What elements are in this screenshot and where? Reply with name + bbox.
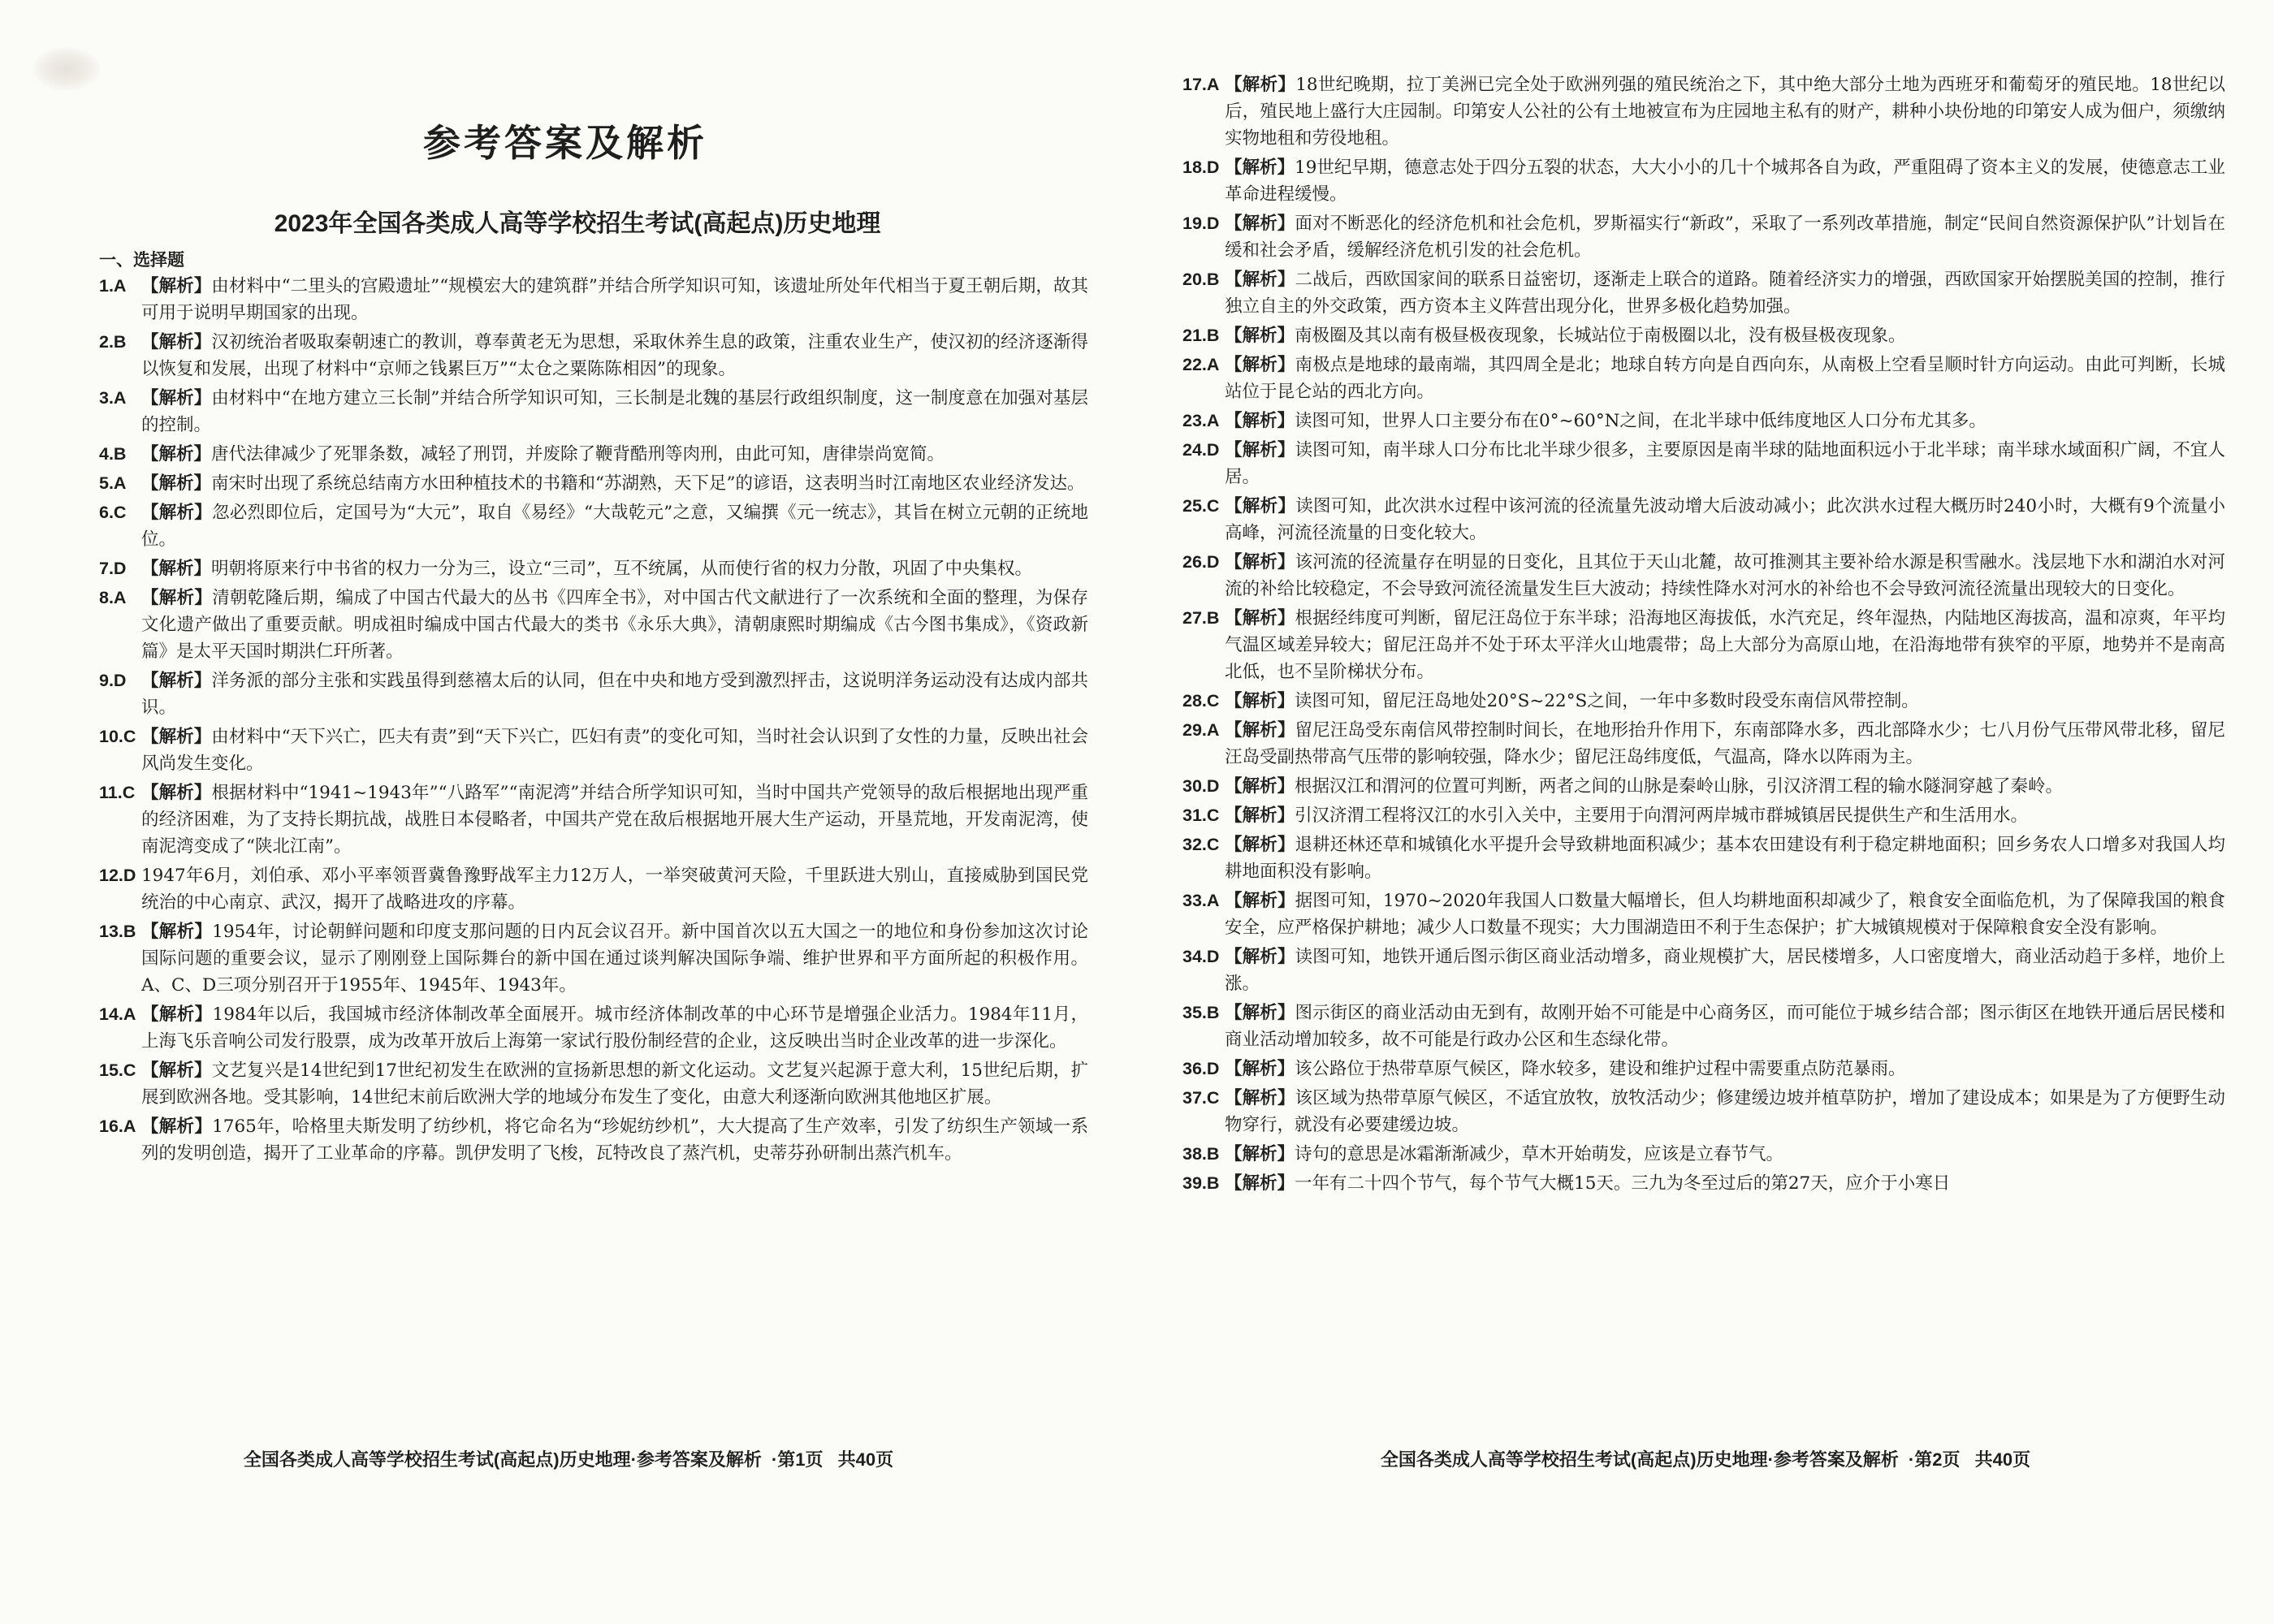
analysis-tag: 【解析】 — [1225, 1003, 1295, 1022]
answer-item — [99, 1001, 1088, 1055]
answer-explanation — [141, 862, 1088, 916]
answer-number: 19.D — [1182, 214, 1220, 233]
answer-number: 29.A — [1182, 720, 1220, 740]
analysis-tag: 【解析】 — [1225, 806, 1295, 825]
answer-item — [99, 555, 1088, 582]
analysis-tag: 【解析】 — [141, 588, 213, 607]
explanation-text: 南极圈及其以南有极昼极夜现象，长城站位于南极圈以北，没有极昼极夜现象。 — [1295, 326, 1906, 346]
answer-item — [1182, 352, 2225, 405]
analysis-tag: 【解析】 — [1225, 720, 1295, 740]
answer-explanation — [1225, 437, 2225, 490]
main-title: 参考答案及解析 — [423, 121, 707, 165]
answer-explanation — [1225, 888, 2225, 941]
answer-item — [99, 667, 1088, 721]
analysis-tag: 【解析】 — [141, 783, 212, 802]
analysis-tag: 【解析】 — [141, 922, 213, 941]
analysis-tag: 【解析】 — [1225, 776, 1295, 796]
answer-number: 26.D — [1182, 552, 1220, 572]
answer-explanation — [1225, 1085, 2225, 1138]
analysis-tag: 【解析】 — [141, 473, 212, 493]
answer-item — [1182, 802, 2225, 829]
answer-number: 22.A — [1182, 355, 1220, 374]
answer-item — [1182, 831, 2225, 885]
answer-item — [1182, 773, 2225, 800]
answer-number: 8.A — [99, 588, 127, 607]
answer-item — [99, 918, 1088, 999]
answer-number: 2.B — [99, 332, 127, 352]
answer-number: 7.D — [99, 559, 127, 578]
answer-explanation — [141, 1001, 1088, 1055]
answer-explanation — [141, 385, 1088, 438]
answer-item — [1182, 493, 2225, 546]
explanation-text: 由材料中“二里头的宫殿遗址”“规模宏大的建筑群”并结合所学知识可知，该遗址所处年代相当于夏王朝后期，故其可用于说明早期国家的出现。 — [141, 276, 1088, 323]
analysis-tag: 【解析】 — [1225, 270, 1295, 289]
explanation-text: 由材料中“天下兴亡，匹夫有责”到“天下兴亡，匹妇有责”的变化可知，当时社会认识到了女性的力量，反映出社会风尚发生变化。 — [141, 727, 1088, 774]
analysis-tag: 【解析】 — [1225, 214, 1295, 233]
answer-item — [1182, 1000, 2225, 1053]
analysis-tag: 【解析】 — [1225, 496, 1296, 516]
analysis-tag: 【解析】 — [1225, 835, 1295, 854]
answer-item — [1182, 408, 2225, 434]
answer-explanation — [1225, 352, 2225, 405]
answer-explanation — [1225, 322, 2225, 349]
answer-explanation — [141, 499, 1088, 553]
answer-number: 13.B — [99, 922, 136, 941]
analysis-tag: 【解析】 — [141, 276, 212, 296]
answer-number: 25.C — [1182, 496, 1220, 516]
analysis-tag: 【解析】 — [141, 332, 212, 352]
answer-item — [1182, 1141, 2225, 1168]
answer-item — [1182, 688, 2225, 715]
explanation-text: 读图可知，地铁开通后图示街区商业活动增多，商业规模扩大，居民楼增多，人口密度增大，商业活动趋于多样，地价上涨。 — [1225, 947, 2225, 994]
answer-explanation — [1225, 1056, 2225, 1082]
explanation-text: 1954年，讨论朝鲜问题和印度支那问题的日内瓦会议召开。新中国首次以五大国之一的地位和身份参加这次讨论国际问题的重要会议，显示了刚刚登上国际舞台的新中国在通过谈判解决国际争端、维护世界和平方面所起的积极作用。A、C、D三项分别召开于1955年、1945年、1943年。 — [141, 922, 1088, 996]
answer-item — [99, 329, 1088, 382]
analysis-tag: 【解析】 — [1225, 75, 1296, 94]
answer-number: 28.C — [1182, 691, 1220, 710]
answer-number: 21.B — [1182, 326, 1220, 345]
answer-explanation — [141, 273, 1088, 326]
answer-explanation — [141, 1113, 1088, 1167]
analysis-tag: 【解析】 — [141, 1004, 213, 1024]
analysis-tag: 【解析】 — [1225, 1173, 1295, 1193]
explanation-text: 1984年以后，我国城市经济体制改革全面展开。城市经济体制改革的中心环节是增强企业活力。1984年11月，上海飞乐音响公司发行股票，成为改革开放后上海第一家试行股份制经营的企业，这反映出当时企业改革的进一步深化。 — [141, 1004, 1088, 1052]
explanation-text: 1765年，哈格里夫斯发明了纺纱机，将它命名为“珍妮纺纱机”，大大提高了生产效率，引发了纺织生产领域一系列的发明创造，揭开了工业革命的序幕。凯伊发明了飞梭，瓦特改良了蒸汽机，史蒂芬孙研制出蒸汽机车。 — [141, 1116, 1088, 1164]
answer-number: 4.B — [99, 444, 127, 464]
answer-number: 1.A — [99, 276, 127, 296]
footer-page-number: ·第1页 — [771, 1449, 824, 1470]
answer-item — [1182, 1085, 2225, 1138]
answer-explanation — [1225, 266, 2225, 320]
analysis-tag: 【解析】 — [141, 444, 212, 464]
answer-explanation — [1225, 773, 2225, 800]
answer-explanation — [141, 1057, 1088, 1111]
footer-total-pages: 共40页 — [837, 1449, 894, 1470]
explanation-text: 退耕还林还草和城镇化水平提升会导致耕地面积减少；基本农田建设有利于稳定耕地面积；回乡务农人口增多对我国人均耕地面积没有影响。 — [1225, 835, 2225, 882]
answer-number: 12.D — [99, 866, 136, 885]
explanation-text: 读图可知，世界人口主要分布在0°~60°N之间，在北半球中低纬度地区人口分布尤其多。 — [1295, 411, 1987, 431]
answer-item — [1182, 605, 2225, 685]
answer-list-right — [1182, 71, 2225, 1197]
answer-explanation — [1225, 71, 2225, 152]
right-page — [1137, 0, 2274, 1624]
explanation-text: 1947年6月，刘伯承、邓小平率领晋冀鲁豫野战军主力12万人，一举突破黄河天险，千里跃进大别山，直接威胁到国民党统治的中心南京、武汉，揭开了战略进攻的序幕。 — [141, 866, 1088, 913]
explanation-text: 二战后，西欧国家间的联系日益密切，逐渐走上联合的道路。随着经济实力的增强，西欧国家开始摆脱美国的控制，推行独立自主的外交政策，西方资本主义阵营出现分化，世界多极化趋势加强。 — [1225, 270, 2225, 317]
analysis-tag: 【解析】 — [141, 1116, 213, 1136]
answer-item — [1182, 210, 2225, 264]
footer-total-pages: 共40页 — [1974, 1449, 2031, 1470]
answer-explanation — [141, 780, 1088, 860]
answer-item — [1182, 888, 2225, 941]
explanation-text: 该河流的径流量存在明显的日变化，且其位于天山北麓，故可推测其主要补给水源是积雪融水。浅层地下水和湖泊水对河流的补给比较稳定，不会导致河流径流量发生巨大波动；持续性降水对河水的补给也不会导致河流径流量出现较大的日变化。 — [1225, 552, 2225, 599]
answer-item — [1182, 437, 2225, 490]
explanation-text: 南极点是地球的最南端，其四周全是北；地球自转方向是自西向东，从南极上空看呈顺时针方向运动。由此可判断，长城站位于昆仑站的西北方向。 — [1225, 355, 2225, 402]
answer-item — [99, 273, 1088, 326]
analysis-tag: 【解析】 — [1225, 1088, 1295, 1108]
explanation-text: 唐代法律减少了死罪条数，减轻了刑罚，并废除了鞭背酷刑等肉刑，由此可知，唐律崇尚宽简。 — [211, 444, 945, 464]
answer-item — [99, 780, 1088, 860]
answer-explanation — [141, 723, 1088, 777]
explanation-text: 读图可知，此次洪水过程中该河流的径流量先波动增大后波动减小；此次洪水过程大概历时240小时，大概有9个流量小高峰，河流径流量的日变化较大。 — [1225, 496, 2225, 543]
analysis-tag: 【解析】 — [1225, 411, 1295, 430]
explanation-text: 根据经纬度可判断，留尼汪岛位于东半球；沿海地区海拔低，水汽充足，终年湿热，内陆地区海拔高，温和凉爽，年平均气温区域差异较大；留尼汪岛并不处于环太平洋火山地震带；岛上大部分为高原山地，在沿海地带有狭窄的平原，地势并不是南高北低，也不呈阶梯状分布。 — [1225, 608, 2225, 682]
explanation-text: 18世纪晚期，拉丁美洲已完全处于欧洲列强的殖民统治之下，其中绝大部分土地为西班牙和葡萄牙的殖民地。18世纪以后，殖民地上盛行大庄园制。印第安人公社的公有土地被宣布为庄园地主私有的财产，耕种小块份地的印第安人成为佃户，须缴纳实物地租和劳役地租。 — [1225, 75, 2225, 149]
answer-number: 9.D — [99, 671, 127, 690]
answer-item — [1182, 717, 2225, 771]
answer-number: 15.C — [99, 1060, 136, 1080]
answer-item — [99, 441, 1088, 468]
answer-explanation — [1225, 210, 2225, 264]
answer-explanation — [1225, 408, 2225, 434]
explanation-text: 读图可知，留尼汪岛地处20°S~22°S之间，一年中多数时段受东南信风带控制。 — [1295, 691, 1919, 711]
answer-explanation — [1225, 605, 2225, 685]
analysis-tag: 【解析】 — [141, 388, 212, 408]
analysis-tag: 【解析】 — [1225, 326, 1295, 345]
answer-number: 30.D — [1182, 776, 1220, 796]
answer-item — [1182, 71, 2225, 152]
answer-number: 5.A — [99, 473, 127, 493]
answer-item — [99, 1057, 1088, 1111]
analysis-tag: 【解析】 — [141, 727, 212, 746]
answer-number: 18.D — [1182, 158, 1220, 177]
answer-number: 14.A — [99, 1004, 136, 1024]
answer-item — [1182, 549, 2225, 603]
explanation-text: 由材料中“在地方建立三长制”并结合所学知识可知，三长制是北魏的基层行政组织制度，这一制度意在加强对基层的控制。 — [141, 388, 1088, 435]
analysis-tag: 【解析】 — [1225, 1144, 1295, 1164]
answer-number: 34.D — [1182, 947, 1220, 966]
analysis-tag: 【解析】 — [1225, 1059, 1295, 1078]
answer-number: 23.A — [1182, 411, 1220, 430]
footer-page-number: ·第2页 — [1908, 1449, 1961, 1470]
analysis-tag: 【解析】 — [141, 503, 213, 522]
answer-explanation — [1225, 1000, 2225, 1053]
explanation-text: 汉初统治者吸取秦朝速亡的教训，尊奉黄老无为思想，采取休养生息的政策，注重农业生产，使汉初的经济逐渐得以恢复和发展，出现了材料中“京师之钱累巨万”“太仓之粟陈陈相因”的现象。 — [141, 332, 1088, 379]
answer-explanation — [1225, 688, 2225, 715]
explanation-text: 该区域为热带草原气候区，不适宜放牧，放牧活动少；修建缓边坡并植草防护，增加了建设成本；如果是为了方便野生动物穿行，就没有必要建缓边坡。 — [1225, 1088, 2225, 1135]
answer-explanation — [141, 470, 1088, 497]
analysis-tag: 【解析】 — [1225, 552, 1295, 572]
explanation-text: 留尼汪岛受东南信风带控制时间长，在地形抬升作用下，东南部降水多，西北部降水少；七八月份气压带风带北移，留尼汪岛受副热带高气压带的影响较强，降水少；留尼汪岛纬度低，气温高，降水以阵雨为主。 — [1225, 720, 2225, 767]
analysis-tag: 【解析】 — [1225, 158, 1295, 177]
answer-explanation — [141, 441, 1088, 468]
explanation-text: 忽必烈即位后，定国号为“大元”，取自《易经》“大哉乾元”之意，又编撰《元一统志》，其旨在树立元朝的正统地位。 — [141, 503, 1088, 550]
answer-number: 38.B — [1182, 1144, 1220, 1164]
answer-item — [1182, 322, 2225, 349]
answer-item — [1182, 944, 2225, 997]
explanation-text: 洋务派的部分主张和实践虽得到慈禧太后的认同，但在中央和地方受到激烈抨击，这说明洋务运动没有达成内部共识。 — [141, 671, 1088, 718]
answer-number: 27.B — [1182, 608, 1220, 628]
exam-title: 2023年全国各类成人高等学校招生考试(高起点)历史地理 — [274, 210, 881, 237]
explanation-text: 根据汉江和渭河的位置可判断，两者之间的山脉是秦岭山脉，引汉济渭工程的输水隧洞穿越了秦岭。 — [1295, 776, 2064, 797]
footer-title: 全国各类成人高等学校招生考试(高起点)历史地理·参考答案及解析 — [243, 1449, 762, 1470]
answer-number: 32.C — [1182, 835, 1220, 854]
answer-explanation — [141, 918, 1088, 999]
answer-number: 36.D — [1182, 1059, 1220, 1078]
answer-explanation — [1225, 717, 2225, 771]
answer-number: 20.B — [1182, 270, 1220, 289]
analysis-tag: 【解析】 — [141, 671, 212, 690]
answer-number: 17.A — [1182, 75, 1220, 94]
answer-item — [99, 862, 1088, 916]
analysis-tag: 【解析】 — [1225, 947, 1295, 966]
answer-item — [99, 470, 1088, 497]
answer-number: 39.B — [1182, 1173, 1220, 1193]
answer-number: 16.A — [99, 1116, 136, 1136]
explanation-text: 文艺复兴是14世纪到17世纪初发生在欧洲的宣扬新思想的新文化运动。文艺复兴起源于意大利，15世纪后期，扩展到欧洲各地。受其影响，14世纪末前后欧洲大学的地域分布发生了变化，由意大利逐渐向欧洲其他地区扩展。 — [141, 1060, 1088, 1108]
answer-item — [1182, 1056, 2225, 1082]
section-heading: 一、选择题 — [99, 251, 184, 270]
analysis-tag: 【解析】 — [141, 559, 212, 578]
explanation-text: 该公路位于热带草原气候区，降水较多，建设和维护过程中需要重点防范暴雨。 — [1295, 1059, 1906, 1079]
explanation-text: 面对不断恶化的经济危机和社会危机，罗斯福实行“新政”，采取了一系列改革措施，制定“民间自然资源保护队”计划旨在缓和社会矛盾，缓解经济危机引发的社会危机。 — [1225, 214, 2225, 261]
analysis-tag: 【解析】 — [1225, 891, 1295, 910]
answer-number: 10.C — [99, 727, 136, 746]
explanation-text: 明朝将原来行中书省的权力一分为三，设立“三司”，互不统属，从而使行省的权力分散，巩固了中央集权。 — [211, 559, 1033, 579]
analysis-tag: 【解析】 — [141, 1060, 212, 1080]
answer-explanation — [141, 585, 1088, 665]
answer-number: 24.D — [1182, 440, 1220, 460]
answer-item — [1182, 266, 2225, 320]
explanation-text: 南宋时出现了系统总结南方水田种植技术的书籍和“苏湖熟，天下足”的谚语，这表明当时江南地区农业经济发达。 — [211, 473, 1085, 494]
answer-number: 33.A — [1182, 891, 1220, 910]
answer-explanation — [141, 667, 1088, 721]
page-footer-right — [1137, 1446, 2274, 1471]
answer-list-left — [99, 273, 1088, 1167]
answer-explanation — [1225, 831, 2225, 885]
analysis-tag: 【解析】 — [1225, 608, 1295, 628]
footer-title: 全国各类成人高等学校招生考试(高起点)历史地理·参考答案及解析 — [1380, 1449, 1899, 1470]
answer-number: 6.C — [99, 503, 127, 522]
page-footer-left — [0, 1446, 1137, 1471]
explanation-text: 图示街区的商业活动由无到有，故刚开始不可能是中心商务区，而可能位于城乡结合部；图示街区在地铁开通后居民楼和商业活动增加较多，故不可能是行政办公区和生态绿化带。 — [1225, 1003, 2225, 1050]
answer-number: 37.C — [1182, 1088, 1220, 1108]
answer-explanation — [1225, 1141, 2225, 1168]
answer-explanation — [141, 555, 1088, 582]
analysis-tag: 【解析】 — [1225, 691, 1295, 710]
answer-explanation — [1225, 549, 2225, 603]
explanation-text: 引汉济渭工程将汉江的水引入关中，主要用于向渭河两岸城市群城镇居民提供生产和生活用水。 — [1295, 806, 2029, 826]
answer-number: 35.B — [1182, 1003, 1220, 1022]
explanation-text: 一年有二十四个节气，每个节气大概15天。三九为冬至过后的第27天，应介于小寒日 — [1295, 1173, 1951, 1194]
explanation-text: 读图可知，南半球人口分布比北半球少很多，主要原因是南半球的陆地面积远小于北半球；南半球水域面积广阔，不宜人居。 — [1225, 440, 2225, 487]
answer-explanation — [1225, 493, 2225, 546]
answer-explanation — [1225, 1170, 2225, 1197]
answer-explanation — [1225, 802, 2225, 829]
answer-number: 3.A — [99, 388, 127, 408]
explanation-text: 清朝乾隆后期，编成了中国古代最大的丛书《四库全书》，对中国古代文献进行了一次系统和全面的整理，为保存文化遗产做出了重要贡献。明成祖时编成中国古代最大的类书《永乐大典》，清朝康熙时期编成《古今图书集成》，《资政新篇》是太平天国时期洪仁玕所著。 — [141, 588, 1088, 662]
explanation-text: 根据材料中“1941~1943年”“八路军”“南泥湾”并结合所学知识可知，当时中国共产党领导的敌后根据地出现严重的经济困难，为了支持长期抗战，战胜日本侵略者，中国共产党在敌后根据地开展大生产运动，开垦荒地，开发南泥湾，使南泥湾变成了“陕北江南”。 — [141, 783, 1088, 857]
explanation-text: 诗句的意思是冰霜渐渐减少，草木开始萌发，应该是立春节气。 — [1295, 1144, 1784, 1164]
analysis-tag: 【解析】 — [1225, 440, 1295, 460]
answer-item — [99, 499, 1088, 553]
answer-item — [99, 1113, 1088, 1167]
corner-stain-left — [32, 47, 101, 91]
explanation-text: 据图可知，1970~2020年我国人口数量大幅增长，但人均耕地面积却减少了，粮食安全面临危机，为了保障我国的粮食安全，应严格保护耕地；减少人口数量不现实；大力围湖造田不利于生态保护；扩大城镇规模对于保障粮食安全没有影响。 — [1225, 891, 2225, 938]
answer-number: 31.C — [1182, 806, 1220, 825]
answer-item — [99, 723, 1088, 777]
answer-explanation — [1225, 154, 2225, 208]
answer-explanation — [1225, 944, 2225, 997]
answer-item — [1182, 1170, 2225, 1197]
answer-explanation — [141, 329, 1088, 382]
answer-item — [1182, 154, 2225, 208]
answer-item — [99, 585, 1088, 665]
analysis-tag: 【解析】 — [1225, 355, 1295, 374]
explanation-text: 19世纪早期，德意志处于四分五裂的状态，大大小小的几十个城邦各自为政，严重阻碍了资本主义的发展，使德意志工业革命进程缓慢。 — [1225, 158, 2225, 205]
answer-item — [99, 385, 1088, 438]
answer-number: 11.C — [99, 783, 136, 802]
